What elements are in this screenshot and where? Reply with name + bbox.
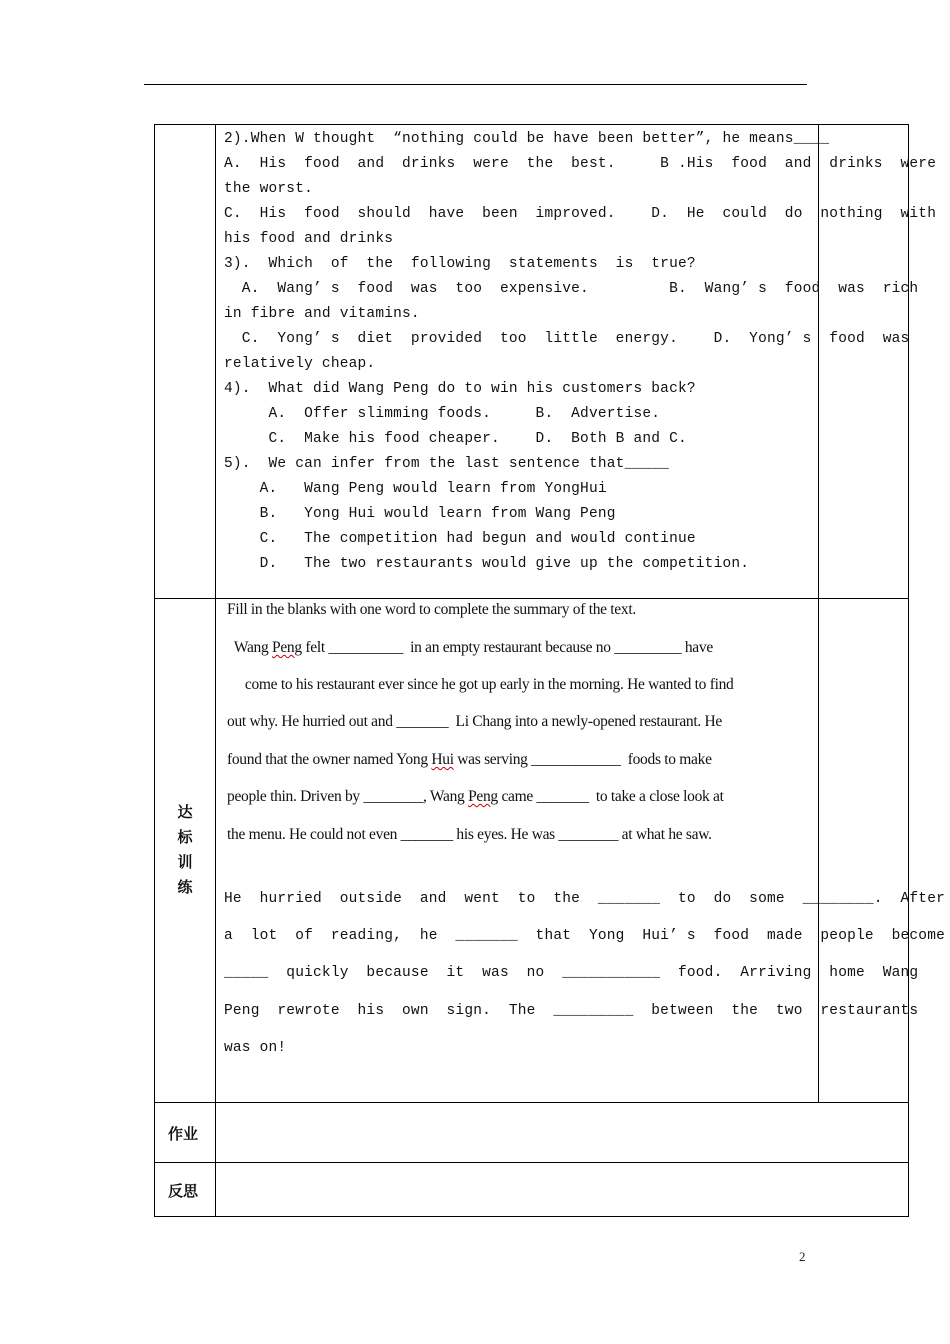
practice-label-char-2: 标 bbox=[177, 828, 193, 846]
question-3-options-cd: C. Yong’ s diet provided too little energy. D. Yong’ s food was bbox=[224, 331, 910, 347]
page-number: 2 bbox=[799, 1249, 806, 1264]
question-3-options-cd-cont: relatively cheap. bbox=[224, 356, 376, 372]
practice-label-char-3: 训 bbox=[177, 853, 193, 871]
question-4-stem: 4). What did Wang Peng do to win his customers back? bbox=[224, 381, 696, 397]
summary-line-6: the menu. He could not even _______ his eyes. He was ________ at what he saw. bbox=[227, 826, 712, 843]
question-2-options-ab-cont: the worst. bbox=[224, 181, 314, 197]
question-3-options-ab: A. Wang’ s food was too expensive. B. Wang’ s food was rich bbox=[224, 281, 919, 297]
question-5-option-d: D. The two restaurants would give up the competition. bbox=[224, 556, 750, 572]
practice-label-char-4: 练 bbox=[177, 878, 193, 896]
summary-line-5: people thin. Driven by ________, Wang Peng came _______ to take a close look at bbox=[227, 788, 724, 805]
question-2-options-cd-cont: his food and drinks bbox=[224, 231, 394, 247]
reflection-label: 反思 bbox=[168, 1182, 199, 1200]
table-right-column-divider bbox=[818, 124, 819, 1103]
question-5-option-c: C. The competition had begun and would continue bbox=[224, 531, 696, 547]
question-3-stem: 3). Which of the following statements is true? bbox=[224, 256, 696, 272]
summary-line-2: come to his restaurant ever since he got up early in the morning. He wanted to find bbox=[227, 676, 734, 693]
summary-mono-line-3: _____ quickly because it was no ___________ food. Arriving home Wang bbox=[224, 965, 919, 981]
summary-mono-line-5: was on! bbox=[224, 1040, 287, 1056]
summary-line-1: Wang Peng felt __________ in an empty restaurant because no _________ have bbox=[227, 639, 713, 656]
spellcheck-peng-1: Peng bbox=[272, 639, 302, 656]
homework-label: 作业 bbox=[168, 1125, 199, 1143]
question-5-option-b: B. Yong Hui would learn from Wang Peng bbox=[224, 506, 616, 522]
practice-instruction: Fill in the blanks with one word to complete the summary of the text. bbox=[227, 601, 636, 618]
summary-mono-line-4: Peng rewrote his own sign. The _________ between the two restaurants bbox=[224, 1003, 919, 1019]
question-2-options-ab: A. His food and drinks were the best. B .His food and drinks were bbox=[224, 156, 937, 172]
question-2-options-cd: C. His food should have been improved. D. He could do nothing with bbox=[224, 206, 937, 222]
spellcheck-peng-2: Peng bbox=[468, 788, 498, 805]
spellcheck-hui: Hui bbox=[431, 751, 454, 768]
header-rule bbox=[144, 84, 807, 85]
question-2-stem: 2).When W thought “nothing could be have been better”, he means____ bbox=[224, 131, 830, 147]
table-row-divider-2 bbox=[154, 1102, 909, 1103]
practice-section-label bbox=[175, 800, 195, 900]
table-row-divider-1 bbox=[154, 598, 909, 599]
summary-line-4: found that the owner named Yong Hui was serving ____________ foods to make bbox=[227, 751, 712, 768]
table-left-column-divider bbox=[215, 124, 216, 1217]
question-3-options-ab-cont: in fibre and vitamins. bbox=[224, 306, 420, 322]
question-4-options-cd: C. Make his food cheaper. D. Both B and C. bbox=[224, 431, 687, 447]
summary-mono-line-2: a lot of reading, he _______ that Yong Hui’ s food made people become bbox=[224, 928, 946, 944]
summary-mono-line-1: He hurried outside and went to the _______ to do some ________. After bbox=[224, 891, 946, 907]
table-row-divider-3 bbox=[154, 1162, 909, 1163]
question-5-stem: 5). We can infer from the last sentence that_____ bbox=[224, 456, 670, 472]
summary-line-3: out why. He hurried out and _______ Li Chang into a newly-opened restaurant. He bbox=[227, 713, 722, 730]
practice-label-char-1: 达 bbox=[177, 803, 193, 821]
question-5-option-a: A. Wang Peng would learn from YongHui bbox=[224, 481, 607, 497]
question-4-options-ab: A. Offer slimming foods. B. Advertise. bbox=[224, 406, 661, 422]
